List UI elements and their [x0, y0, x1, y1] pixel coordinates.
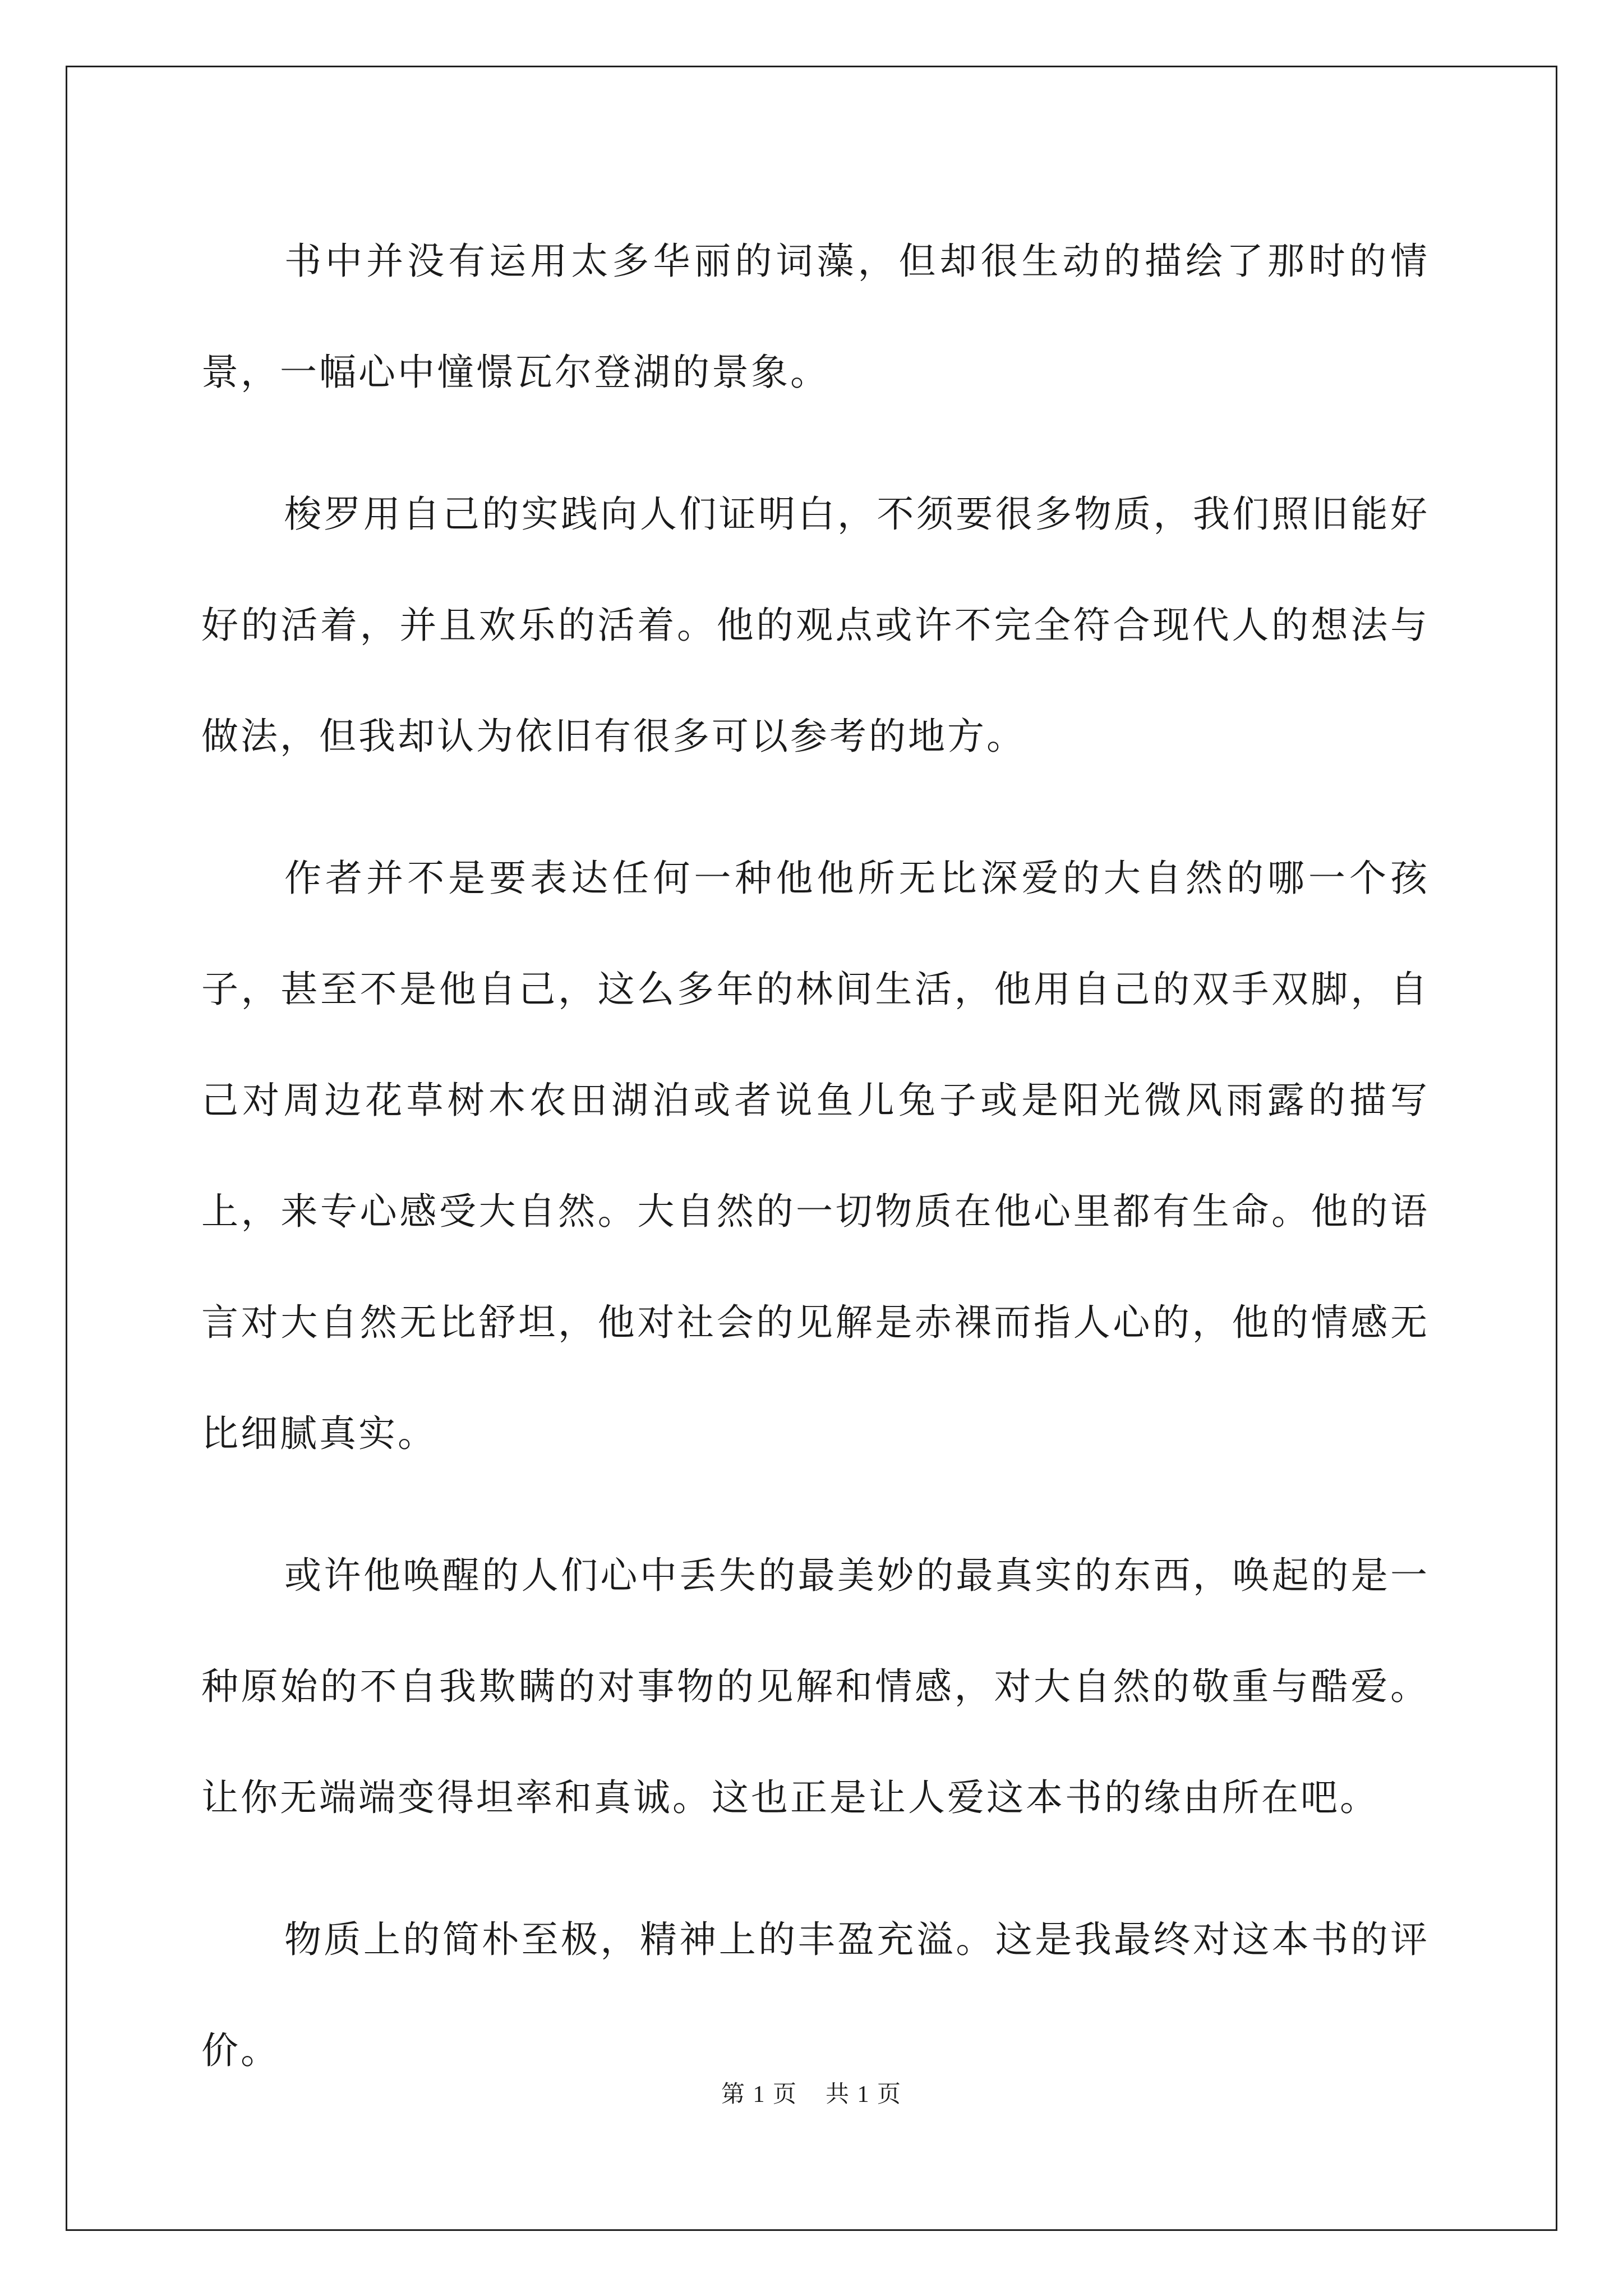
- paragraph: 作者并不是要表达任何一种他他所无比深爱的大自然的哪一个孩子，甚至不是他自己，这么多年的林间生活，他用自己的双手双脚，自己对周边花草树木农田湖泊或者说鱼儿兔子或是阳光微风雨露的描写上，来专心感受大自然。大自然的一切物质在他心里都有生命。他的语言对大自然无比舒坦，他对社会的见解是赤裸而指人心的，他的情感无比细腻真实。: [201, 857, 1430, 1455]
- paragraph: 书中并没有运用太多华丽的词藻，但却很生动的描绘了那时的情景，一幅心中憧憬瓦尔登湖的景象。: [201, 240, 1430, 394]
- paragraph: 物质上的简朴至极，精神上的丰盈充溢。这是我最终对这本书的评价。: [201, 1918, 1430, 2072]
- paragraph: 或许他唤醒的人们心中丢失的最美妙的最真实的东西，唤起的是一种原始的不自我欺瞒的对事物的见解和情感，对大自然的敬重与酷爱。让你无端端变得坦率和真诚。这也正是让人爱这本书的缘由所在吧。: [201, 1554, 1430, 1819]
- paragraph: 梭罗用自己的实践向人们证明白，不须要很多物质，我们照旧能好好的活着，并且欢乐的活着。他的观点或许不完全符合现代人的想法与做法，但我却认为依旧有很多可以参考的地方。: [201, 493, 1430, 758]
- page-number: 第 1 页: [721, 2082, 797, 2108]
- page-footer: [0, 2076, 1623, 2109]
- document-body: [201, 206, 1430, 2137]
- page-total: 共 1 页: [826, 2082, 902, 2108]
